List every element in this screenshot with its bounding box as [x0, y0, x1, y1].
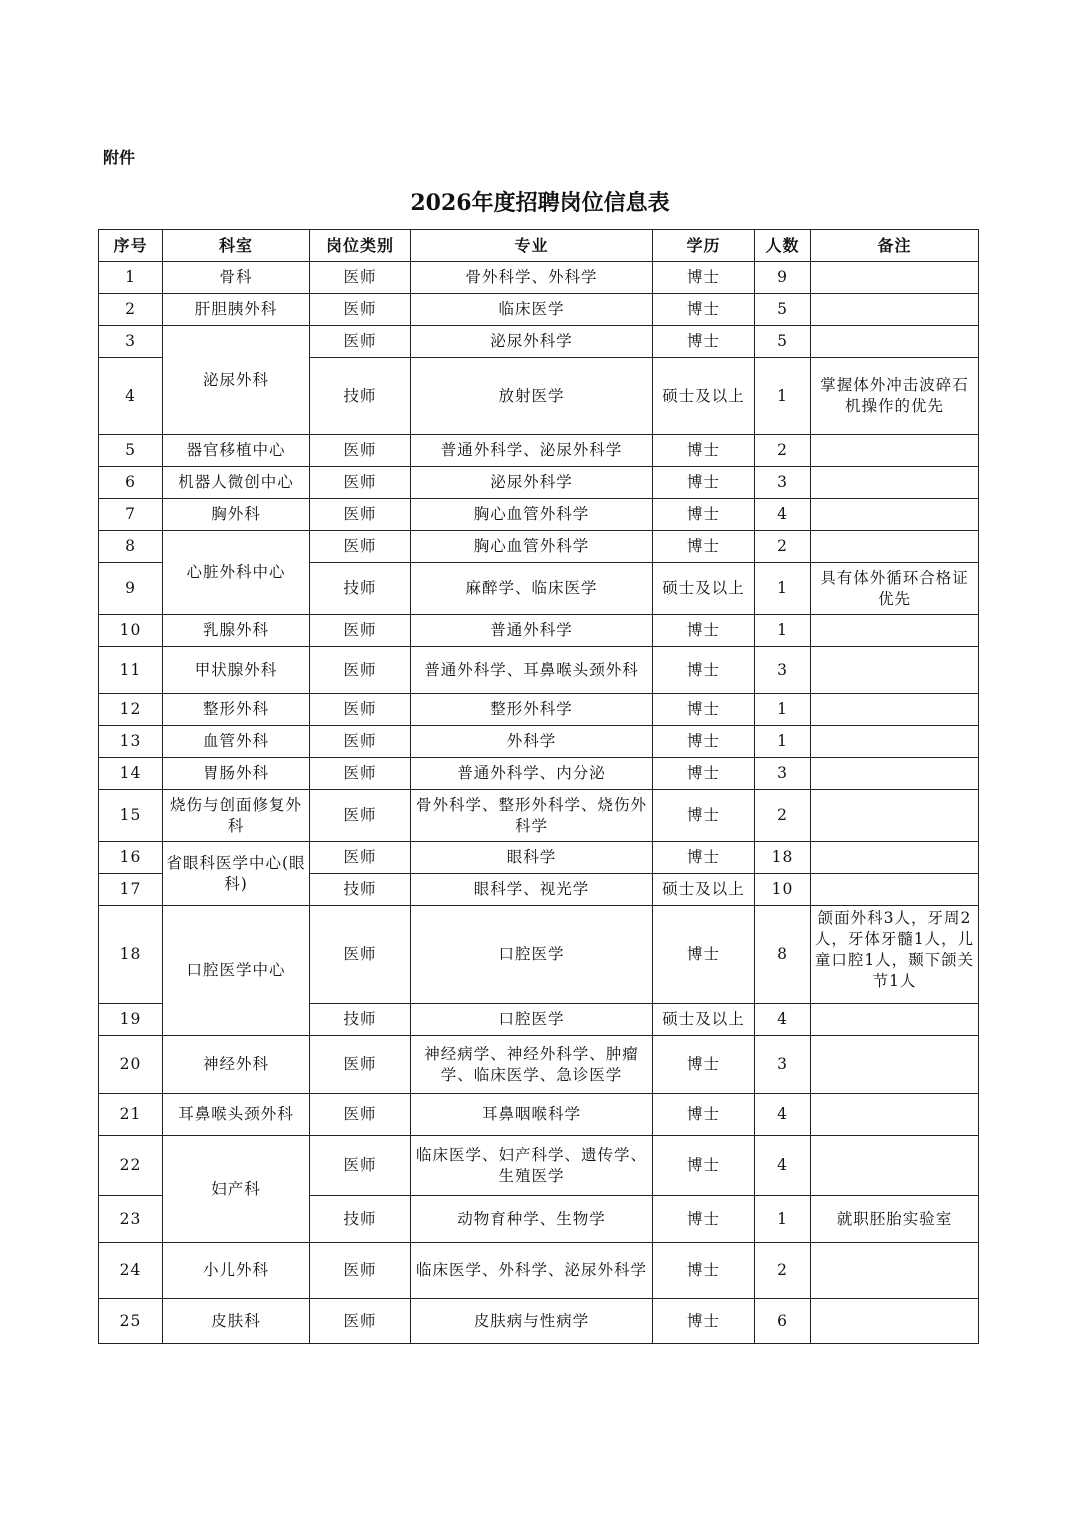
- table-row: [99, 790, 979, 842]
- cell-major: 普通外科学: [411, 615, 653, 647]
- cell-major: 整形外科学: [411, 694, 653, 726]
- cell-dept: 整形外科: [163, 694, 310, 726]
- cell-education: 博士: [653, 758, 755, 790]
- table-row: [99, 1243, 979, 1299]
- recruitment-table: [98, 229, 979, 1344]
- cell-no: 3: [99, 326, 163, 358]
- cell-no: 25: [99, 1299, 163, 1344]
- cell-education: 博士: [653, 467, 755, 499]
- cell-no: 2: [99, 294, 163, 326]
- cell-major: 麻醉学、临床医学: [411, 563, 653, 615]
- cell-major: 眼科学: [411, 842, 653, 874]
- cell-major: 泌尿外科学: [411, 467, 653, 499]
- cell-note: 掌握体外冲击波碎石机操作的优先: [811, 358, 979, 435]
- cell-education: 博士: [653, 790, 755, 842]
- cell-no: 24: [99, 1243, 163, 1299]
- cell-major: 临床医学、妇产科学、遗传学、生殖医学: [411, 1136, 653, 1196]
- cell-dept: 口腔医学中心: [163, 906, 310, 1036]
- cell-count: 3: [755, 647, 811, 694]
- col-header-category: 岗位类别: [310, 230, 411, 262]
- cell-major: 骨外科学、外科学: [411, 262, 653, 294]
- cell-note: [811, 906, 979, 1004]
- cell-category: 医师: [310, 726, 411, 758]
- table-row: [99, 499, 979, 531]
- table-row: [99, 531, 979, 563]
- cell-note: [811, 790, 979, 842]
- col-header-note: 备注: [811, 230, 979, 262]
- cell-category: 医师: [310, 1243, 411, 1299]
- cell-major: 普通外科学、泌尿外科学: [411, 435, 653, 467]
- note-text: 颌面外科3人，牙周2人，牙体牙髓1人，儿童口腔1人，颞下颌关节1人: [814, 908, 975, 990]
- cell-major: 神经病学、神经外科学、肿瘤学、临床医学、急诊医学: [411, 1036, 653, 1094]
- cell-dept: 省眼科医学中心(眼科): [163, 842, 310, 906]
- cell-education: 硕士及以上: [653, 1004, 755, 1036]
- cell-dept: 神经外科: [163, 1036, 310, 1094]
- cell-no: 15: [99, 790, 163, 842]
- cell-count: 2: [755, 1243, 811, 1299]
- cell-no: 22: [99, 1136, 163, 1196]
- cell-note: [811, 435, 979, 467]
- cell-major: 骨外科学、整形外科学、烧伤外科学: [411, 790, 653, 842]
- cell-no: 1: [99, 262, 163, 294]
- cell-dept: 乳腺外科: [163, 615, 310, 647]
- cell-major: 临床医学: [411, 294, 653, 326]
- cell-note: [811, 1243, 979, 1299]
- cell-no: 6: [99, 467, 163, 499]
- cell-note: [811, 874, 979, 906]
- cell-note: 就职胚胎实验室: [811, 1196, 979, 1243]
- cell-category: 医师: [310, 694, 411, 726]
- cell-count: 1: [755, 358, 811, 435]
- cell-dept: 血管外科: [163, 726, 310, 758]
- cell-count: 8: [755, 906, 811, 1004]
- cell-note: [811, 1004, 979, 1036]
- cell-dept: 胃肠外科: [163, 758, 310, 790]
- cell-major: 皮肤病与性病学: [411, 1299, 653, 1344]
- cell-no: 4: [99, 358, 163, 435]
- cell-category: 医师: [310, 467, 411, 499]
- col-header-dept: 科室: [163, 230, 310, 262]
- cell-major: 动物育种学、生物学: [411, 1196, 653, 1243]
- cell-education: 博士: [653, 1094, 755, 1136]
- cell-count: 1: [755, 615, 811, 647]
- cell-count: 4: [755, 1094, 811, 1136]
- cell-category: 医师: [310, 1136, 411, 1196]
- cell-education: 博士: [653, 435, 755, 467]
- cell-no: 23: [99, 1196, 163, 1243]
- cell-dept: 机器人微创中心: [163, 467, 310, 499]
- cell-category: 技师: [310, 874, 411, 906]
- cell-count: 1: [755, 726, 811, 758]
- cell-education: 硕士及以上: [653, 874, 755, 906]
- cell-category: 技师: [310, 358, 411, 435]
- cell-dept: 胸外科: [163, 499, 310, 531]
- table-row: [99, 467, 979, 499]
- cell-education: 博士: [653, 499, 755, 531]
- cell-major: 泌尿外科学: [411, 326, 653, 358]
- cell-count: 1: [755, 563, 811, 615]
- cell-no: 16: [99, 842, 163, 874]
- cell-education: 硕士及以上: [653, 563, 755, 615]
- cell-note: [811, 467, 979, 499]
- cell-category: 医师: [310, 499, 411, 531]
- cell-education: 博士: [653, 1196, 755, 1243]
- cell-count: 9: [755, 262, 811, 294]
- cell-major: 普通外科学、内分泌: [411, 758, 653, 790]
- cell-count: 4: [755, 499, 811, 531]
- cell-note: [811, 1036, 979, 1094]
- cell-category: 医师: [310, 842, 411, 874]
- cell-no: 17: [99, 874, 163, 906]
- cell-count: 1: [755, 694, 811, 726]
- cell-category: 医师: [310, 615, 411, 647]
- cell-category: 技师: [310, 563, 411, 615]
- cell-note: [811, 1094, 979, 1136]
- cell-category: 医师: [310, 531, 411, 563]
- table-row: [99, 615, 979, 647]
- cell-education: 博士: [653, 647, 755, 694]
- cell-category: 医师: [310, 435, 411, 467]
- cell-no: 5: [99, 435, 163, 467]
- cell-dept: 泌尿外科: [163, 326, 310, 435]
- table-row: [99, 262, 979, 294]
- cell-note: [811, 1299, 979, 1344]
- cell-no: 19: [99, 1004, 163, 1036]
- cell-major: 外科学: [411, 726, 653, 758]
- cell-dept: 心脏外科中心: [163, 531, 310, 615]
- cell-count: 10: [755, 874, 811, 906]
- cell-education: 博士: [653, 326, 755, 358]
- cell-note: [811, 842, 979, 874]
- cell-major: 耳鼻咽喉科学: [411, 1094, 653, 1136]
- cell-note: [811, 615, 979, 647]
- cell-note: [811, 1136, 979, 1196]
- cell-category: 技师: [310, 1196, 411, 1243]
- cell-note: [811, 726, 979, 758]
- cell-count: 1: [755, 1196, 811, 1243]
- cell-education: 博士: [653, 294, 755, 326]
- cell-major: 胸心血管外科学: [411, 499, 653, 531]
- cell-count: 2: [755, 435, 811, 467]
- cell-major: 放射医学: [411, 358, 653, 435]
- cell-major: 眼科学、视光学: [411, 874, 653, 906]
- cell-dept: 器官移植中心: [163, 435, 310, 467]
- cell-education: 博士: [653, 726, 755, 758]
- table-row: [99, 1094, 979, 1136]
- cell-note: [811, 262, 979, 294]
- cell-education: 博士: [653, 1136, 755, 1196]
- cell-dept: 皮肤科: [163, 1299, 310, 1344]
- cell-category: 医师: [310, 1094, 411, 1136]
- table-row: [99, 1299, 979, 1344]
- cell-education: 博士: [653, 842, 755, 874]
- cell-no: 13: [99, 726, 163, 758]
- cell-major: 口腔医学: [411, 1004, 653, 1036]
- cell-dept: 小儿外科: [163, 1243, 310, 1299]
- cell-major: 普通外科学、耳鼻喉头颈外科: [411, 647, 653, 694]
- cell-education: 博士: [653, 1299, 755, 1344]
- cell-education: 博士: [653, 694, 755, 726]
- page-title: 2026年度招聘岗位信息表: [410, 190, 670, 216]
- cell-note: [811, 758, 979, 790]
- table-row: [99, 906, 979, 1004]
- cell-category: 医师: [310, 262, 411, 294]
- cell-note: [811, 694, 979, 726]
- cell-no: 9: [99, 563, 163, 615]
- cell-category: 医师: [310, 790, 411, 842]
- cell-count: 5: [755, 294, 811, 326]
- cell-no: 11: [99, 647, 163, 694]
- cell-category: 医师: [310, 326, 411, 358]
- cell-dept: 烧伤与创面修复外科: [163, 790, 310, 842]
- table-row: [99, 1036, 979, 1094]
- table-header-row: [99, 230, 979, 262]
- cell-no: 7: [99, 499, 163, 531]
- table-row: [99, 294, 979, 326]
- cell-count: 3: [755, 758, 811, 790]
- table-row: [99, 435, 979, 467]
- cell-count: 5: [755, 326, 811, 358]
- cell-dept: 肝胆胰外科: [163, 294, 310, 326]
- cell-count: 3: [755, 467, 811, 499]
- cell-no: 14: [99, 758, 163, 790]
- table-row: [99, 758, 979, 790]
- col-header-no: 序号: [99, 230, 163, 262]
- table-row: [99, 326, 979, 358]
- cell-note: [811, 647, 979, 694]
- attachment-label: 附件: [103, 148, 136, 167]
- cell-category: 医师: [310, 906, 411, 1004]
- cell-education: 博士: [653, 1243, 755, 1299]
- cell-dept: 骨科: [163, 262, 310, 294]
- cell-no: 20: [99, 1036, 163, 1094]
- table-row: [99, 1136, 979, 1196]
- cell-education: 博士: [653, 1036, 755, 1094]
- cell-category: 医师: [310, 294, 411, 326]
- cell-category: 技师: [310, 1004, 411, 1036]
- table-row: [99, 726, 979, 758]
- cell-note: [811, 499, 979, 531]
- cell-count: 4: [755, 1136, 811, 1196]
- cell-no: 10: [99, 615, 163, 647]
- cell-no: 21: [99, 1094, 163, 1136]
- cell-category: 医师: [310, 1299, 411, 1344]
- cell-category: 医师: [310, 758, 411, 790]
- cell-count: 3: [755, 1036, 811, 1094]
- cell-count: 6: [755, 1299, 811, 1344]
- col-header-education: 学历: [653, 230, 755, 262]
- cell-education: 博士: [653, 615, 755, 647]
- cell-education: 博士: [653, 906, 755, 1004]
- cell-no: 12: [99, 694, 163, 726]
- cell-major: 口腔医学: [411, 906, 653, 1004]
- cell-dept: 甲状腺外科: [163, 647, 310, 694]
- cell-note: 具有体外循环合格证优先: [811, 563, 979, 615]
- cell-count: 2: [755, 531, 811, 563]
- cell-count: 2: [755, 790, 811, 842]
- cell-category: 医师: [310, 1036, 411, 1094]
- cell-dept: 耳鼻喉头颈外科: [163, 1094, 310, 1136]
- cell-count: 18: [755, 842, 811, 874]
- cell-dept: 妇产科: [163, 1136, 310, 1243]
- cell-no: 8: [99, 531, 163, 563]
- cell-education: 博士: [653, 531, 755, 563]
- col-header-major: 专业: [411, 230, 653, 262]
- cell-count: 4: [755, 1004, 811, 1036]
- table-row: [99, 842, 979, 874]
- cell-education: 硕士及以上: [653, 358, 755, 435]
- cell-education: 博士: [653, 262, 755, 294]
- table-row: [99, 694, 979, 726]
- col-header-count: 人数: [755, 230, 811, 262]
- cell-note: [811, 294, 979, 326]
- cell-major: 临床医学、外科学、泌尿外科学: [411, 1243, 653, 1299]
- cell-major: 胸心血管外科学: [411, 531, 653, 563]
- cell-note: [811, 326, 979, 358]
- cell-category: 医师: [310, 647, 411, 694]
- cell-no: 18: [99, 906, 163, 1004]
- table-row: [99, 647, 979, 694]
- cell-note: [811, 531, 979, 563]
